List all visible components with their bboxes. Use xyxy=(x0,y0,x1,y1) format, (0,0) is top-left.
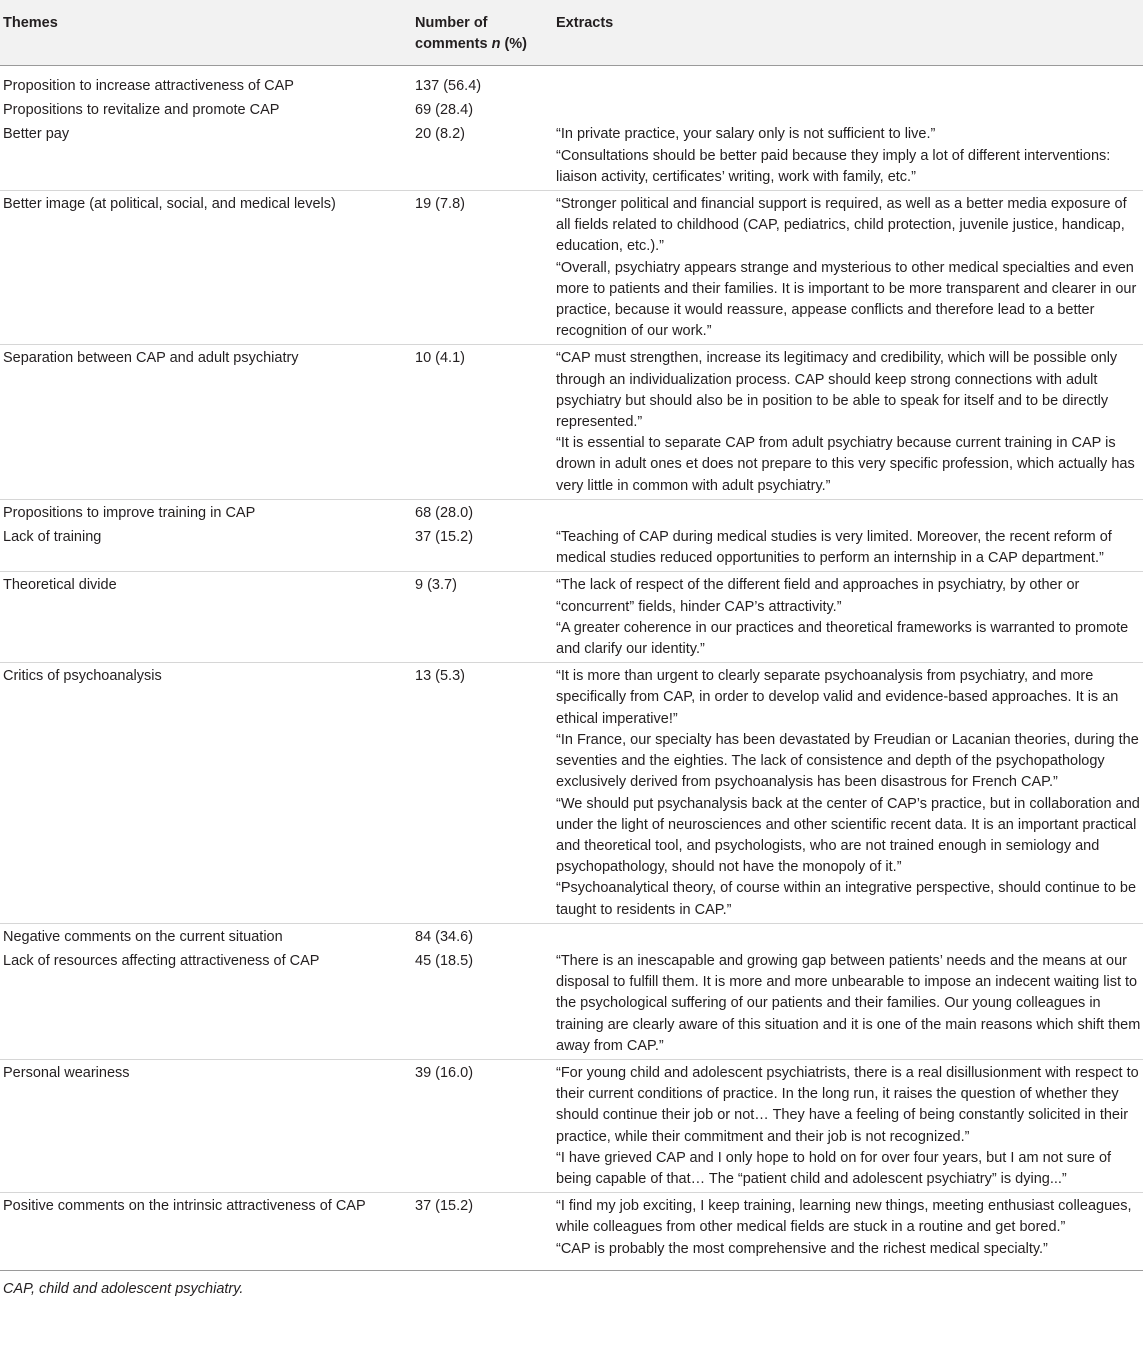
table-row xyxy=(0,923,1143,948)
table-row xyxy=(0,345,1143,499)
extracts-cell xyxy=(553,524,1143,572)
extracts-cell xyxy=(553,1059,1143,1192)
count-cell: 84 (34.6) xyxy=(415,928,474,945)
count-cell: 68 (28.0) xyxy=(415,504,474,521)
count-cell: 39 (16.0) xyxy=(412,1059,553,1192)
theme-cell: Personal weariness xyxy=(0,1059,412,1192)
extract-quote: “Overall, psychiatry appears strange and mysterious to other medical specialties and even more to patients and their families. It is important to be more transparent and clearer in our practice, because it would reassure, appease conflicts and therefore lead to a better recognition of our work.” xyxy=(556,259,1137,340)
extract-quote: “A greater coherence in our practices and theoretical frameworks is warranted to promote and clarify our identity.” xyxy=(556,619,1129,658)
table-row xyxy=(0,524,1143,572)
table-row xyxy=(0,499,1143,524)
table-row xyxy=(0,1059,1143,1192)
theme-cell: Proposition to increase attractiveness of CAP xyxy=(3,78,294,94)
extract-quote: “Psychoanalytical theory, of course within an integrative perspective, should continue to be taught to residents in CAP.” xyxy=(556,880,1137,918)
count-cell: 10 (4.1) xyxy=(412,345,553,499)
table-row xyxy=(0,663,1143,923)
extract-quote: “It is essential to separate CAP from adult psychiatry because current training in CAP is drown in adult ones et does not prepare to this very specific profession, which actually has very little in common with adult psychiatry.” xyxy=(556,435,1135,494)
theme-cell: Theoretical divide xyxy=(0,572,412,663)
table-row xyxy=(0,121,1143,190)
extract-quote: “CAP is probably the most comprehensive and the richest medical specialty.” xyxy=(556,1240,1048,1257)
extract-quote: “For young child and adolescent psychiatrists, there is a real disillusionment with respect to their current conditions of practice. In the long run, it raises the question of whether they should continue their job or not… They have a feeling of being constantly solicited in their practice, while their commitment and their job is not recognized.” xyxy=(556,1064,1139,1145)
theme-cell: Better image (at political, social, and medical levels) xyxy=(0,191,412,345)
extract-quote: “In France, our specialty has been devastated by Freudian or Lacanian theories, during the seventies and the eighties. The lack of consistence and depth of the psychopathology exclusively derived from psychoanalysis has been disastrous for French CAP.” xyxy=(556,731,1139,791)
count-cell: 137 (56.4) xyxy=(415,78,482,94)
extracts-cell xyxy=(553,121,1143,190)
extract-quote: “The lack of respect of the different field and approaches in psychiatry, by other or “concurrent” fields, hinder CAP’s attractivity.” xyxy=(556,577,1080,615)
header-number-of-comments xyxy=(412,0,553,66)
table-footnote: CAP, child and adolescent psychiatry. xyxy=(3,1280,244,1297)
count-cell: 37 (15.2) xyxy=(412,1193,553,1271)
header-count-suffix: (%) xyxy=(500,36,528,52)
table-row xyxy=(0,572,1143,663)
theme-cell: Lack of resources affecting attractiveness of CAP xyxy=(0,948,412,1060)
extract-quote: “Stronger political and financial support is required, as well as a better media exposure of all fields related to childhood (CAP, pediatrics, child protection, juvenile justice, handicap, education, etc.).” xyxy=(556,196,1127,255)
extracts-cell xyxy=(553,499,1143,524)
extract-quote: “There is an inescapable and growing gap between patients’ needs and the means at our disposal to fulfill them. It is more and more unbearable to impose an indecent waiting list to the psychological suffering of our patients and their families. Our young colleagues in training are clearly aware of this situation and it is one of the main reasons which shift them away from CAP.” xyxy=(556,952,1141,1054)
theme-cell: Propositions to improve training in CAP xyxy=(3,504,256,521)
table-row xyxy=(0,948,1143,1060)
theme-cell: Positive comments on the intrinsic attractiveness of CAP xyxy=(0,1193,412,1271)
extract-quote: “I find my job exciting, I keep training, learning new things, meeting enthusiast colleagues, while colleagues from other medical fields are stuck in a routine and get bored.” xyxy=(556,1198,1132,1236)
table-row xyxy=(0,66,1143,98)
header-row xyxy=(0,0,1143,66)
extract-quote: “Teaching of CAP during medical studies is very limited. Moreover, the recent reform of medical studies reduced opportunities to perform an internship in a CAP department.” xyxy=(556,529,1112,567)
theme-cell: Lack of training xyxy=(0,524,412,572)
extract-quote: “It is more than urgent to clearly separate psychoanalysis from psychiatry, and more specifically from CAP, in order to develop valid and evidence-based approaches. It is an ethical imperative!” xyxy=(556,668,1119,727)
theme-cell: Separation between CAP and adult psychiatry xyxy=(0,345,412,499)
extracts-cell xyxy=(553,923,1143,948)
count-cell: 20 (8.2) xyxy=(412,121,553,190)
count-cell: 19 (7.8) xyxy=(412,191,553,345)
header-count-n: n xyxy=(491,36,501,52)
count-cell: 69 (28.4) xyxy=(415,102,474,119)
table-header xyxy=(0,0,1143,66)
header-count-prefix: Number of comments xyxy=(415,15,492,52)
extracts-cell xyxy=(553,191,1143,345)
extracts-cell xyxy=(553,572,1143,663)
extracts-cell xyxy=(553,1193,1143,1271)
table-body xyxy=(0,66,1143,1271)
count-cell: 45 (18.5) xyxy=(412,948,553,1060)
count-cell: 37 (15.2) xyxy=(412,524,553,572)
table-row xyxy=(0,191,1143,345)
theme-cell: Propositions to revitalize and promote CAP xyxy=(3,102,280,119)
extracts-cell xyxy=(553,97,1143,121)
theme-cell: Critics of psychoanalysis xyxy=(0,663,412,923)
extract-quote: “We should put psychanalysis back at the center of CAP’s practice, but in collaboration and under the light of neurosciences and other scientific recent data. It is an important practical and theoretical tool, and psychologists, who are not trained enough in semiology and psychopathology, should not have the monopoly of it.” xyxy=(556,795,1140,876)
theme-cell: Negative comments on the current situation xyxy=(3,928,283,945)
extracts-cell xyxy=(553,948,1143,1060)
extract-quote: “In private practice, your salary only is not sufficient to live.” xyxy=(556,126,936,143)
extracts-cell xyxy=(553,663,1143,923)
header-themes: Themes xyxy=(0,0,412,66)
extract-quote: “I have grieved CAP and I only hope to hold on for over four years, but I am not sure of being capable of that… The “patient child and adolescent psychiatry” is dying...” xyxy=(556,1149,1112,1187)
header-extracts: Extracts xyxy=(553,0,1143,66)
extracts-cell xyxy=(553,345,1143,499)
count-cell: 9 (3.7) xyxy=(412,572,553,663)
table-row xyxy=(0,97,1143,121)
count-cell: 13 (5.3) xyxy=(412,663,553,923)
extracts-cell xyxy=(553,66,1143,98)
extract-quote: “CAP must strengthen, increase its legitimacy and credibility, which will be possible only through an individualization process. CAP should keep strong connections with adult psychiatry but should also be in position to be able to speak for itself and to be directly represented.” xyxy=(556,350,1118,431)
theme-cell: Better pay xyxy=(0,121,412,190)
table-row xyxy=(0,1193,1143,1271)
extract-quote: “Consultations should be better paid because they imply a lot of different interventions: liaison activity, certificates’ writing, work with family, etc.” xyxy=(556,147,1111,185)
